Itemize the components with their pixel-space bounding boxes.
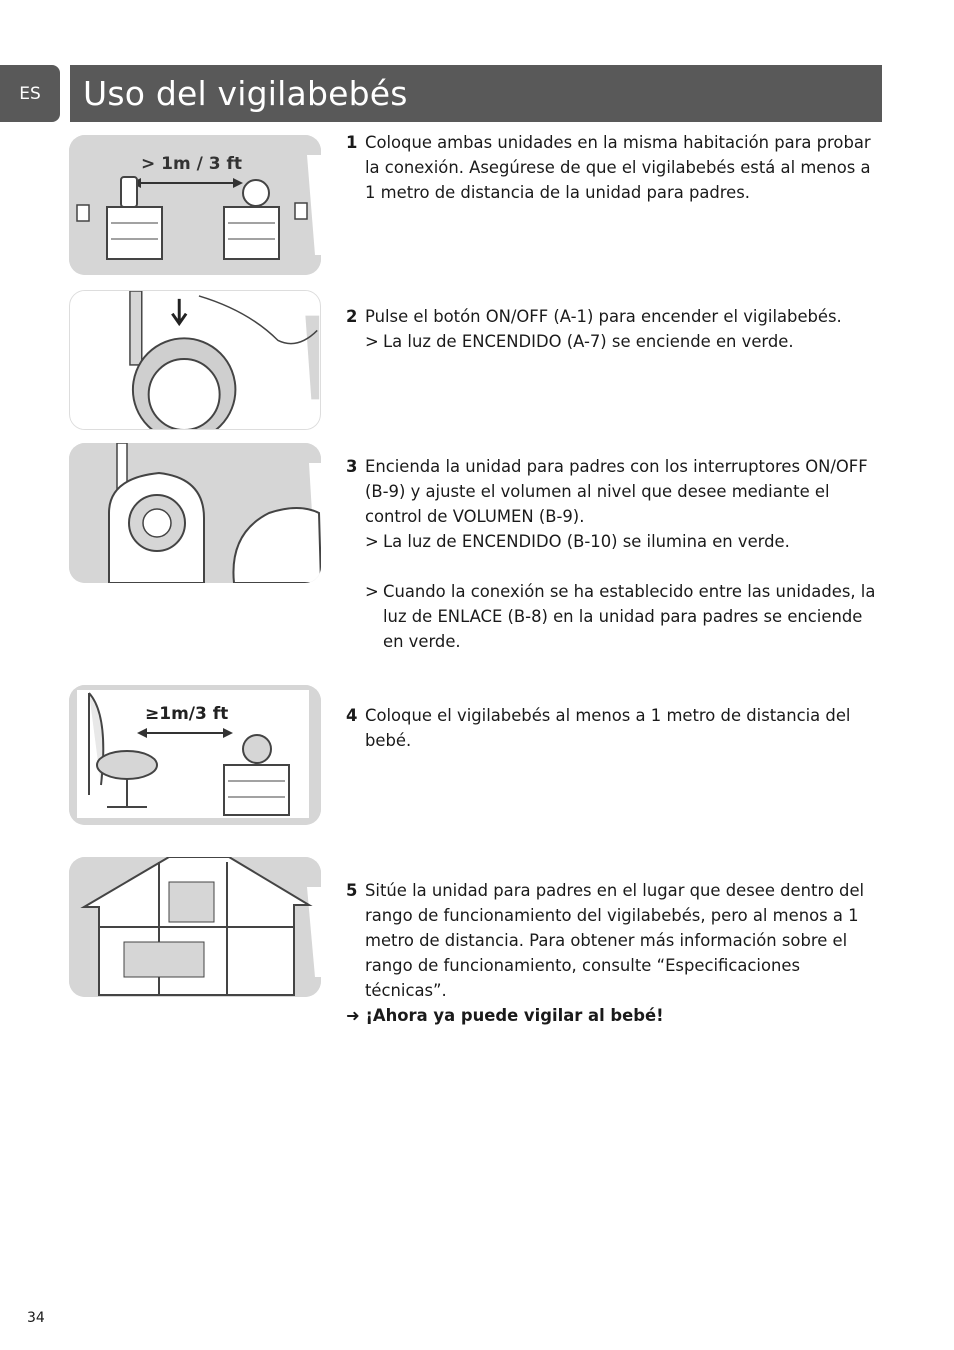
step-number: 2 <box>346 307 358 326</box>
step-2 <box>346 304 886 354</box>
distance-label: > 1m / 3 ft <box>141 154 243 174</box>
distance-label: ≥1m/3 ft <box>145 704 229 724</box>
baby-unit-illustration <box>70 291 320 429</box>
arrow-icon: ➜ <box>346 1006 360 1025</box>
step-result: > La luz de ENCENDIDO (B-10) se ilumina en verde. <box>365 532 790 551</box>
conclusion-text: ¡Ahora ya puede vigilar al bebé! <box>365 1006 664 1025</box>
step-number: 3 <box>346 457 358 476</box>
illustration-step-3 <box>69 443 321 583</box>
illustration-step-1 <box>69 135 321 275</box>
step-result-link: > Cuando la conexión se ha establecido entre las unidades, la luz de ENLACE (B-8) en la unidad para padres se enciende en verde. <box>365 582 876 651</box>
language-tab: ES <box>0 65 60 122</box>
step-number: 4 <box>346 706 358 725</box>
conclusion <box>346 1003 664 1028</box>
page-title: Uso del vigilabebés <box>70 65 882 122</box>
house-illustration <box>69 857 321 997</box>
step-text: Encienda la unidad para padres con los interruptores ON/OFF (B-9) y ajuste el volumen al nivel que desee mediante el control de VOLUMEN (B-9). <box>365 457 868 526</box>
illustration-step-4 <box>69 685 321 825</box>
two-units-illustration <box>69 135 321 275</box>
step-text: Coloque ambas unidades en la misma habitación para probar la conexión. Asegúrese de que el vigilabebés está al menos a 1 metro de distancia de la unidad para padres. <box>365 133 871 202</box>
parent-unit-illustration <box>69 443 321 583</box>
step-4 <box>346 703 886 753</box>
illustration-step-2 <box>69 290 321 430</box>
step-text: Sitúe la unidad para padres en el lugar que desee dentro del rango de funcionamiento del vigilabebés, pero al menos a 1 metro de distancia. Para obtener más información sobre el rango de funcionamiento, consulte “Especificaciones técnicas”. <box>365 881 865 1000</box>
step-text: Pulse el botón ON/OFF (A-1) para encender el vigilabebés. <box>365 307 842 326</box>
step-number: 5 <box>346 881 358 900</box>
page-number: 34 <box>27 1310 45 1326</box>
illustration-step-5 <box>69 857 321 997</box>
step-number: 1 <box>346 133 358 152</box>
step-result: > La luz de ENCENDIDO (A-7) se enciende en verde. <box>365 332 794 351</box>
cradle-distance-illustration <box>69 685 321 825</box>
step-1 <box>346 130 886 205</box>
step-3 <box>346 454 886 654</box>
step-text: Coloque el vigilabebés al menos a 1 metro de distancia del bebé. <box>365 706 851 750</box>
step-5 <box>346 878 886 1003</box>
